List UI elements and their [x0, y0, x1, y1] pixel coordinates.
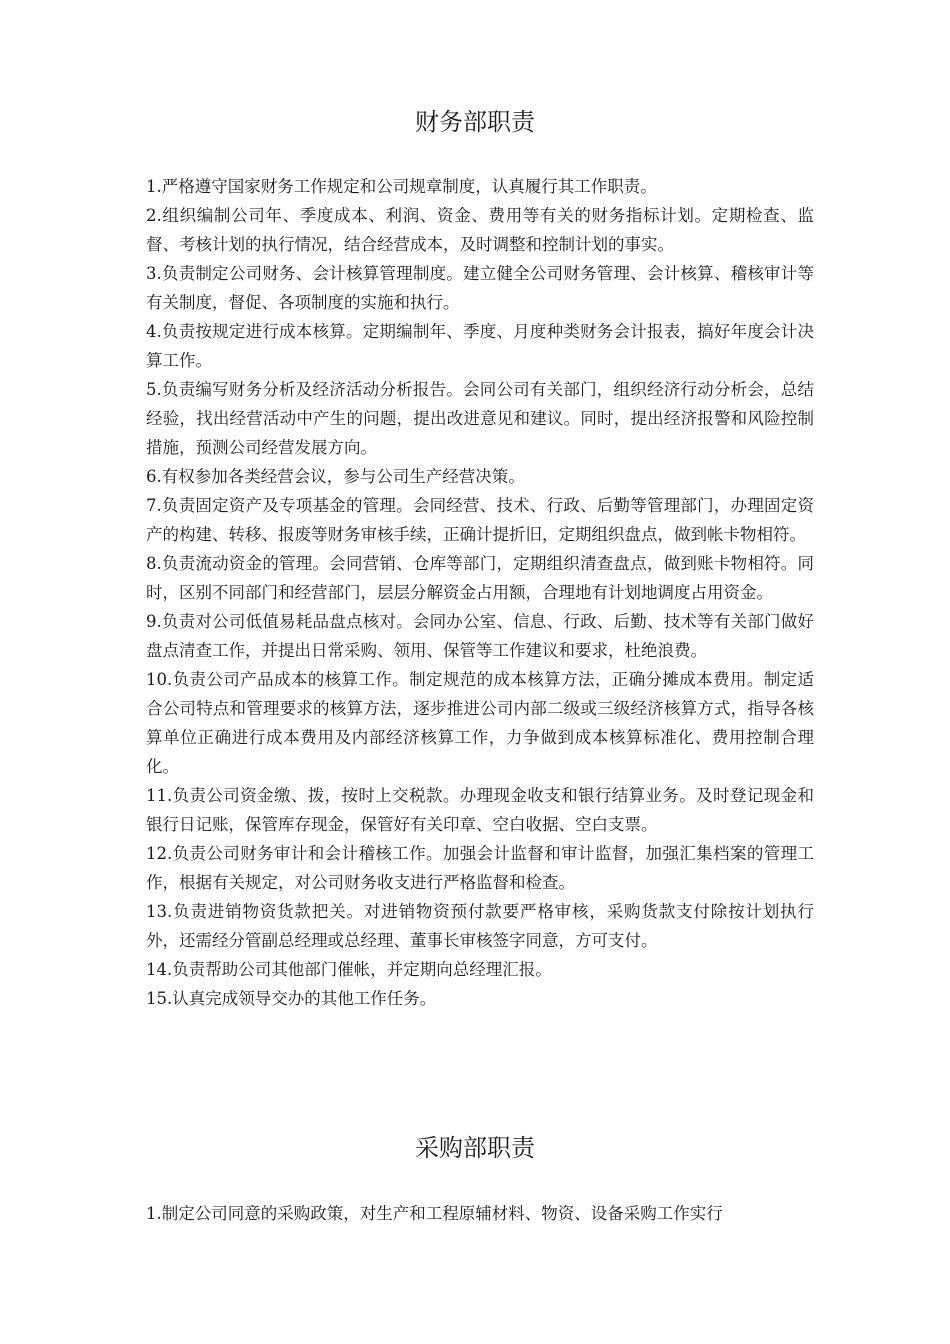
item-number: 10.	[146, 670, 173, 689]
item-number: 1.	[146, 177, 162, 196]
item-text: 负责进销物资货款把关。对进销物资预付款要严格审核，采购货款支付除按计划执行外，还需经分管副总经理或总经理、董事长审核签字同意，方可支付。	[146, 902, 814, 950]
item-text: 负责对公司低值易耗品盘点核对。会同办公室、信息、行政、后勤、技术等有关部门做好盘点清查工作，并提出日常采购、领用、保管等工作建议和要求，杜绝浪费。	[146, 612, 814, 660]
section-title-finance: 财务部职责	[415, 108, 535, 136]
item-number: 14.	[146, 960, 173, 979]
finance-duty-item	[146, 607, 814, 665]
item-number: 9.	[146, 612, 162, 631]
item-number: 3.	[146, 264, 162, 283]
item-text: 负责流动资金的管理。会同营销、仓库等部门，定期组织清查盘点，做到账卡物相符。同时，区别不同部门和经营部门，层层分解资金占用额，合理地有计划地调度占用资金。	[146, 554, 814, 602]
item-number: 11.	[146, 786, 173, 805]
finance-duty-item	[146, 897, 814, 955]
finance-duty-item	[146, 172, 814, 201]
item-text: 负责公司产品成本的核算工作。制定规范的成本核算方法，正确分摊成本费用。制定适合公司特点和管理要求的核算方法，逐步推进公司内部二级或三级经济核算方式，指导各核算单位正确进行成本费用及内部经济核算工作，力争做到成本核算标准化、费用控制合理化。	[146, 670, 814, 776]
item-text: 严格遵守国家财务工作规定和公司规章制度，认真履行其工作职责。	[161, 177, 657, 196]
item-number: 7.	[146, 496, 162, 515]
finance-duty-item	[146, 781, 814, 839]
item-text: 有权参加各类经营会议，参与公司生产经营决策。	[161, 467, 525, 486]
item-text: 负责固定资产及专项基金的管理。会同经营、技术、行政、后勤等管理部门，办理固定资产的构建、转移、报废等财务审核手续，正确计提折旧，定期组织盘点，做到帐卡物相符。	[146, 496, 814, 544]
item-text: 负责编写财务分析及经济活动分析报告。会同公司有关部门，组织经济行动分析会，总结经验，找出经营活动中产生的问题，提出改进意见和建议。同时，提出经济报警和风险控制措施，预测公司经营发展方向。	[146, 380, 814, 457]
item-number: 8.	[146, 554, 162, 573]
finance-duty-item	[146, 549, 814, 607]
finance-duty-item	[146, 201, 814, 259]
finance-duty-item	[146, 955, 814, 984]
finance-duty-item	[146, 665, 814, 781]
finance-duty-item	[146, 491, 814, 549]
item-number: 12.	[146, 844, 173, 863]
procurement-duties-list	[146, 1199, 814, 1228]
item-number: 2.	[146, 206, 162, 225]
item-text: 制定公司同意的采购政策，对生产和工程原辅材料、物资、设备采购工作实行	[161, 1204, 723, 1223]
item-number: 5.	[146, 380, 162, 399]
item-text: 负责公司资金缴、拨，按时上交税款。办理现金收支和银行结算业务。及时登记现金和银行日记账，保管库存现金，保管好有关印章、空白收据、空白支票。	[146, 786, 814, 834]
finance-duty-item	[146, 317, 814, 375]
item-number: 13.	[146, 902, 173, 921]
finance-duty-item	[146, 984, 814, 1013]
item-number: 15.	[146, 989, 173, 1008]
item-text: 认真完成领导交办的其他工作任务。	[172, 989, 437, 1008]
item-number: 6.	[146, 467, 162, 486]
finance-duty-item	[146, 375, 814, 462]
finance-duties-list	[146, 172, 814, 1013]
finance-duty-item	[146, 259, 814, 317]
item-text: 负责公司财务审计和会计稽核工作。加强会计监督和审计监督，加强汇集档案的管理工作，根据有关规定，对公司财务收支进行严格监督和检查。	[146, 844, 814, 892]
finance-duty-item	[146, 839, 814, 897]
item-text: 负责帮助公司其他部门催帐，并定期向总经理汇报。	[172, 960, 552, 979]
finance-duty-item	[146, 462, 814, 491]
item-text: 负责制定公司财务、会计核算管理制度。建立健全公司财务管理、会计核算、稽核审计等有关制度，督促、各项制度的实施和执行。	[146, 264, 814, 312]
item-number: 1.	[146, 1204, 162, 1223]
item-text: 负责按规定进行成本核算。定期编制年、季度、月度种类财务会计报表，搞好年度会计决算工作。	[146, 322, 814, 370]
item-text: 组织编制公司年、季度成本、利润、资金、费用等有关的财务指标计划。定期检查、监督、考核计划的执行情况，结合经营成本，及时调整和控制计划的事实。	[146, 206, 814, 254]
item-number: 4.	[146, 322, 162, 341]
procurement-duty-item	[146, 1199, 814, 1228]
section-title-procurement: 采购部职责	[415, 1134, 535, 1162]
